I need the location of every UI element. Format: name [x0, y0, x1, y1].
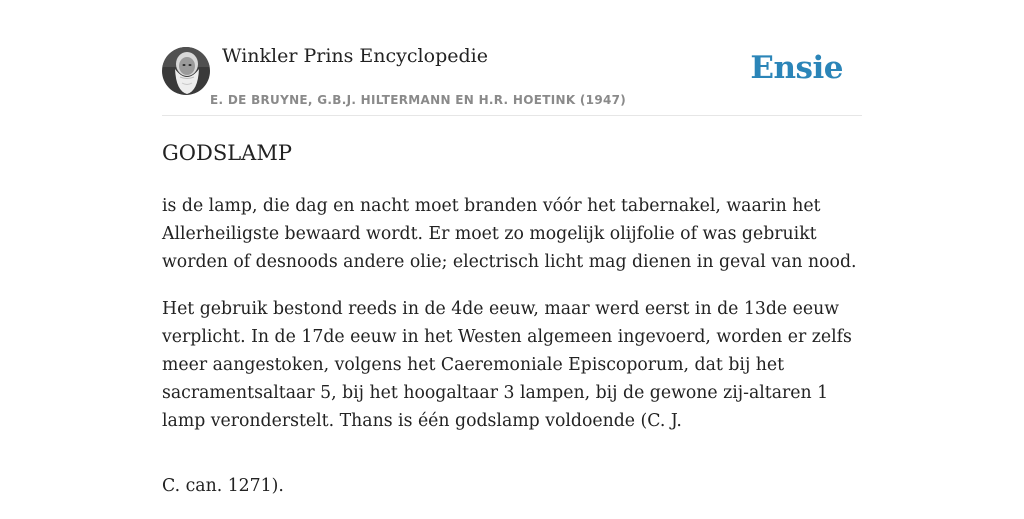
entry-body	[162, 192, 862, 519]
entry-title: GODSLAMP	[162, 141, 292, 165]
source-header	[162, 0, 862, 116]
source-title[interactable]: Winkler Prins Encyclopedie	[222, 45, 488, 67]
ensie-logo-link[interactable]: Ensie	[750, 50, 843, 86]
author-avatar[interactable]	[162, 47, 210, 95]
page	[162, 0, 862, 496]
source-authors: E. DE BRUYNE, G.B.J. HILTERMANN EN H.R. HOETINK (1947)	[210, 93, 627, 107]
entry-paragraph: C. can. 1271).	[162, 476, 284, 496]
entry-paragraph: Het gebruik bestond reeds in de 4de eeuw, maar werd eerst in de 13de eeuw verplicht. In de 17de eeuw in het Westen algemeen ingevoerd, worden er zelfs meer aangestoken, volgens het Caeremoniale Episcoporum, dat bij het sacramentsaltaar 5, bij het hoogaltaar 3 lampen, bij de gewone zij-altaren 1 lamp veronderstelt. Thans is één godslamp voldoende (C. J.	[162, 299, 852, 431]
entry-paragraph: is de lamp, die dag en nacht moet branden vóór het tabernakel, waarin het Allerheiligste bewaard wordt. Er moet zo mogelijk olijfolie of was gebruikt worden of desnoods andere olie; electrisch licht mag dienen in geval van nood.	[162, 196, 857, 272]
bearded-man-portrait-icon	[162, 47, 210, 95]
